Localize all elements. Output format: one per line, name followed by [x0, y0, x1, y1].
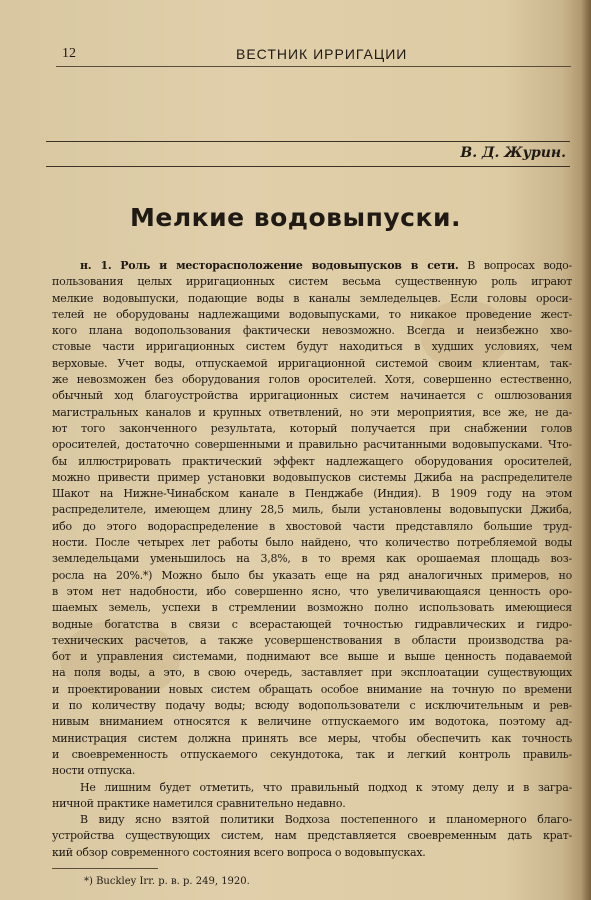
page-edge-shadow: [581, 0, 591, 900]
text-line: пользования целых ирригационных систем весьма существенную роль играют: [52, 275, 572, 289]
author-name: В. Д. Журин.: [460, 145, 566, 161]
text-line: и своевременность отпускаемого секундотока, так и легкий контроль правиль-: [52, 747, 572, 761]
section-heading: Роль и месторасположение водовыпусков в сети.: [120, 259, 459, 272]
text-line: росла на 20%.*) Можно было бы указать еще на ряд аналогичных примеров, но: [52, 568, 572, 582]
text-line: В виду ясно взятой политики Водхоза постепенного и планомерного благо-: [80, 813, 572, 827]
text-line-part: В вопросах водо-: [467, 259, 572, 272]
author-box: [46, 141, 570, 167]
text-line: водные богатства в связи с всерастающей точностью гидравлических и гидро-: [52, 617, 572, 631]
text-line: телей не оборудованы надлежащими водовыпусками, то никакое проведение жест-: [52, 307, 572, 321]
text-line: и по количеству подачу воды; всюду водопользователи с исключительным и рев-: [52, 699, 572, 713]
text-line: Шакот на Нижне-Чинабском канале в Пенджабе (Индия). В 1909 году на этом: [52, 487, 572, 501]
text-line: на поля воды, а это, в свою очередь, заставляет при эксплоатации существующих: [52, 666, 572, 680]
text-line: нивым вниманием относятся к величине отпускаемого им водотока, поэтому ад-: [52, 715, 572, 729]
text-line: магистральных каналов и крупных ответвлений, но эти мероприятия, все же, не да-: [52, 405, 572, 419]
text-line: стовые части ирригационных систем будут находиться в худших условиях, чем: [52, 340, 572, 354]
footnote-divider: [52, 868, 158, 869]
text-line: технических расчетов, а также усовершенствования в области производства ра-: [52, 633, 572, 647]
text-line: в этом нет надобности, ибо совершенно ясно, что увеличивающаяся ценность оро-: [52, 584, 572, 598]
text-line: министрация систем должна принять все меры, чтобы обеспечить как точность: [52, 731, 572, 745]
footnote: *) Buckley Irr. p. в. p. 249, 1920.: [84, 876, 250, 887]
text-line: кий обзор современного состояния всего вопроса о водовыпусках.: [52, 845, 426, 859]
page-number: 12: [62, 46, 76, 61]
text-line: и проектировании новых систем обращать особое внимание на точную по времени: [52, 682, 572, 696]
text-line: земледельцами уменьшилось на 3,8%, в то время как орошаемая площадь воз-: [52, 552, 572, 566]
article-body: [52, 258, 572, 861]
text-line: же невозможен без оборудования голов оросителей. Хотя, совершенно естественно,: [52, 373, 572, 387]
text-line: ничной практике наметился сравнительно недавно.: [52, 796, 346, 810]
text-line: ют того законченного результата, который получается при снабжении голов: [52, 421, 572, 435]
text-line: бот и управления системами, поднимают все выше и выше ценность подаваемой: [52, 650, 572, 664]
text-line: ибо до этого водораспределение в хвостовой части представляло большие труд-: [52, 519, 572, 533]
section-number: н. 1.: [80, 259, 112, 272]
text-line: [52, 258, 572, 274]
text-line: бы иллюстрировать практический эффект надлежащего оборудования оросителей,: [52, 454, 572, 468]
text-line: устройства существующих систем, нам представляется своевременным дать крат-: [52, 829, 572, 843]
text-line: шаемых земель, успехи в стремлении возможно полно использовать имеющиеся: [52, 601, 572, 615]
text-line: ности отпуска.: [52, 764, 136, 778]
text-line: обычный ход благоустройства ирригационных систем начинается с ошлюзования: [52, 389, 572, 403]
text-line: мелкие водовыпуски, подающие воды в каналы земледельцев. Если головы ороси-: [52, 291, 572, 305]
running-header: [56, 44, 571, 67]
text-line: оросителей, достаточно совершенными и правильно расчитанными водовыпусками. Что-: [52, 438, 572, 452]
text-line: верховые. Учет воды, отпускаемой ирригационной системой своим клиентам, так-: [52, 356, 572, 370]
text-line: кого плана водопользования фактически невозможно. Всегда и неизбежно хво-: [52, 324, 572, 338]
journal-title: ВЕСТНИК ИРРИГАЦИИ: [236, 46, 408, 62]
text-line: Не лишним будет отметить, что правильный подход к этому делу и в загра-: [80, 780, 572, 794]
text-line: ности. После четырех лет работы было найдено, что количество потребляемой воды: [52, 536, 572, 550]
text-line: можно привести пример установки водовыпусков системы Джиба на распределителе: [52, 470, 572, 484]
article-title: Мелкие водовыпуски.: [130, 203, 461, 232]
text-line: распределителе, имеющем длину 28,5 миль, были установлены водовыпуски Джиба,: [52, 503, 572, 517]
